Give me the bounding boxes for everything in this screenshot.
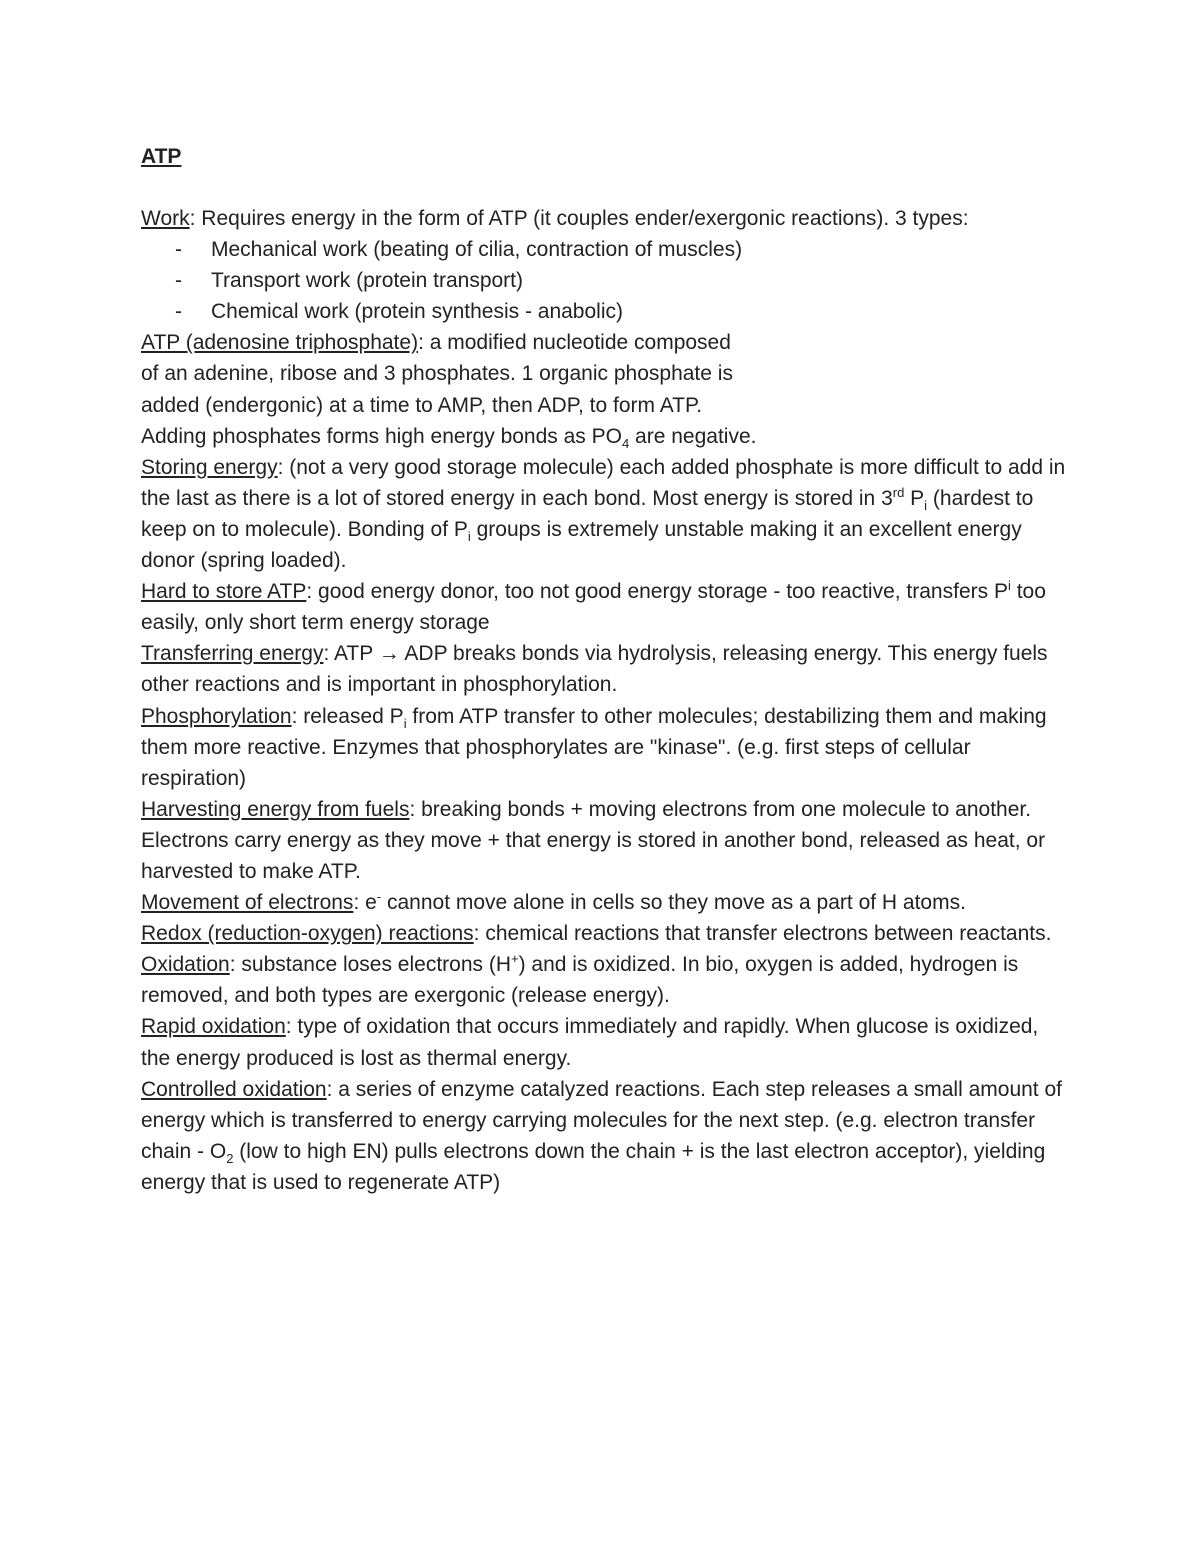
phosphorylation-text-b: from ATP transfer to other molecules; destabilizing them and making them more reactive. Enzymes that phosphorylates are "kinase". (e.g. first steps of cellular respiration) — [141, 704, 1047, 790]
atp-def-text-4b: are negative. — [629, 424, 757, 448]
list-item-text: Transport work (protein transport) — [211, 269, 523, 293]
subscript: i — [924, 498, 928, 514]
paragraph-work — [141, 203, 1071, 234]
term-redox: Redox (reduction-oxygen) reactions — [141, 922, 474, 946]
paragraph-harvesting-energy — [141, 794, 1071, 887]
term-harvesting-energy: Harvesting energy from fuels — [141, 797, 410, 821]
controlled-text-a: : a series of enzyme catalyzed reactions. Each step releases a small amount of energy which is transferred to energy carrying molecules for the next step. (e.g. electron transfer chain - O — [141, 1077, 1062, 1163]
atp-def-text-1: : a modified nucleotide composed — [418, 331, 731, 355]
subscript: 2 — [226, 1151, 234, 1166]
subscript: i — [467, 529, 471, 545]
paragraph-hard-to-store — [141, 576, 1071, 638]
term-controlled-oxidation: Controlled oxidation — [141, 1077, 327, 1101]
term-storing-energy: Storing energy — [141, 455, 278, 479]
paragraph-redox — [141, 918, 1071, 949]
superscript: + — [511, 951, 519, 967]
term-atp: ATP (adenosine triphosphate) — [141, 331, 419, 355]
term-rapid-oxidation: Rapid oxidation — [141, 1015, 286, 1039]
spacer — [141, 172, 1071, 203]
paragraph-movement-of-electrons — [141, 887, 1071, 918]
list-item-text: Mechanical work (beating of cilia, contraction of muscles) — [211, 238, 743, 262]
list-item-text: Chemical work (protein synthesis - anabolic) — [211, 300, 623, 324]
paragraph-phosphorylation — [141, 701, 1071, 794]
storing-text-b: P — [904, 486, 925, 510]
list-item — [141, 234, 1071, 265]
controlled-text-b: (low to high EN) pulls electrons down the chain + is the last electron acceptor), yielding energy that is used to regenerate ATP) — [141, 1139, 1046, 1194]
superscript: - — [376, 889, 382, 905]
paragraph-storing-energy — [141, 452, 1071, 576]
atp-def-line-4 — [141, 421, 1071, 452]
term-transferring-energy: Transferring energy — [141, 642, 324, 666]
term-hard-to-store: Hard to store ATP — [141, 580, 307, 604]
atp-def-line-3: added (endergonic) at a time to AMP, then ADP, to form ATP. — [141, 393, 703, 417]
transferring-text: : ATP → ADP breaks bonds via hydrolysis, releasing energy. This energy fuels other reactions and is important in phosphorylation. — [141, 642, 1048, 697]
paragraph-transferring-energy — [141, 638, 1071, 700]
atp-def-line-1 — [141, 327, 1071, 358]
hard-store-text-b: too easily, only short term energy storage — [141, 580, 1046, 635]
bullet-dash: - — [175, 238, 182, 262]
superscript: i — [1007, 578, 1011, 594]
atp-def-line-2: of an adenine, ribose and 3 phosphates. 1 organic phosphate is — [141, 362, 733, 386]
subscript: i — [403, 715, 407, 731]
storing-text-d: groups is extremely unstable making it an excellent energy donor (spring loaded). — [141, 517, 1022, 573]
list-item — [141, 265, 1071, 296]
movement-text-a: : e — [353, 891, 377, 915]
term-work: Work — [141, 207, 190, 230]
oxidation-text-a: : substance loses electrons (H — [229, 953, 512, 977]
paragraph-atp-definition — [141, 327, 1071, 451]
term-movement-of-electrons: Movement of electrons — [141, 891, 354, 915]
bullet-dash: - — [175, 300, 182, 324]
rapid-text: : type of oxidation that occurs immediately and rapidly. When glucose is oxidized, the energy produced is lost as thermal energy. — [141, 1015, 1039, 1070]
work-text: : Requires energy in the form of ATP (it couples ender/exergonic reactions). 3 types: — [189, 207, 969, 230]
phosphorylation-text-a: : released P — [291, 704, 404, 728]
paragraph-controlled-oxidation — [141, 1074, 1071, 1198]
oxidation-text-b: ) and is oxidized. In bio, oxygen is added, hydrogen is removed, and both types are exergonic (release energy). — [141, 953, 1019, 1008]
document-body — [141, 141, 1071, 1198]
paragraph-oxidation — [141, 949, 1071, 1011]
bullet-dash: - — [175, 269, 182, 293]
work-types-list — [141, 234, 1071, 327]
list-item — [141, 296, 1071, 327]
storing-text-a: : (not a very good storage molecule) each added phosphate is more difficult to add in the last as there is a lot of stored energy in each bond. Most energy is stored in 3 — [141, 455, 1066, 510]
subscript: 4 — [621, 435, 630, 451]
atp-def-text-4a: Adding phosphates forms high energy bonds as PO — [141, 424, 622, 448]
harvesting-text: : breaking bonds + moving electrons from one molecule to another. Electrons carry energy as they move + that energy is stored in another bond, released as heat, or harvested to make ATP. — [141, 797, 1046, 883]
paragraph-rapid-oxidation — [141, 1011, 1071, 1073]
superscript: rd — [892, 484, 905, 500]
page-title: ATP — [141, 145, 182, 168]
hard-store-text-a: : good energy donor, too not good energy storage - too reactive, transfers P — [306, 580, 1008, 604]
movement-text-b: cannot move alone in cells so they move as a part of H atoms. — [381, 891, 966, 915]
term-phosphorylation: Phosphorylation — [141, 704, 292, 728]
term-oxidation: Oxidation — [141, 953, 230, 977]
storing-text-c: (hardest to keep on to molecule). Bonding of P — [141, 486, 1034, 541]
redox-text: : chemical reactions that transfer electrons between reactants. — [473, 922, 1052, 946]
